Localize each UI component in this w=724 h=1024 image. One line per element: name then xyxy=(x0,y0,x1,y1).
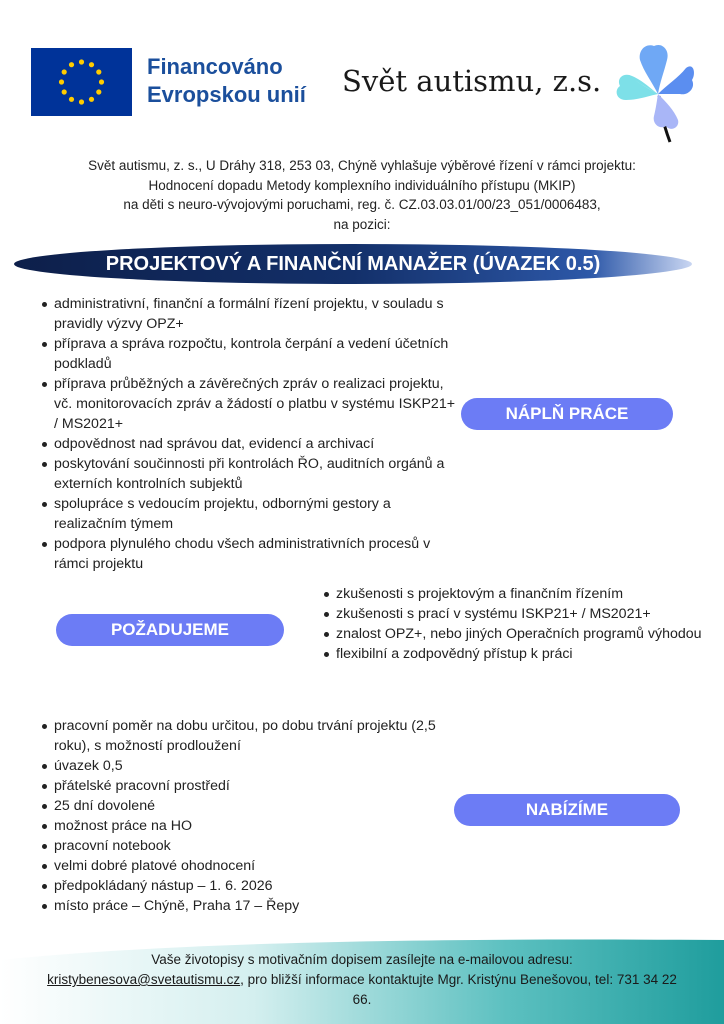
list-item: příprava a správa rozpočtu, kontrola čerpání a vedení účetních podkladů xyxy=(40,334,460,374)
list-item: pracovní poměr na dobu určitou, po dobu trvání projektu (2,5 roku), s možností prodloužení xyxy=(40,716,470,756)
list-item: možnost práce na HO xyxy=(40,816,470,836)
list-item: podpora plynulého chodu všech administrativních procesů v rámci projektu xyxy=(40,534,460,574)
footer-contact-text xyxy=(40,950,684,1010)
list-item: zkušenosti s projektovým a finančním řízením xyxy=(322,584,702,604)
puzzle-clover-logo-icon xyxy=(612,38,696,146)
intro-text xyxy=(40,156,684,234)
pozadujeme-list xyxy=(322,584,702,664)
list-item: flexibilní a zodpovědný přístup k práci xyxy=(322,644,702,664)
list-item: poskytování součinnosti při kontrolách ŘO, auditních orgánů a externích kontrolních subjektů xyxy=(40,454,460,494)
list-item: znalost OPZ+, nebo jiných Operačních programů výhodou xyxy=(322,624,702,644)
email-link[interactable]: kristybenesova@svetautismu.cz xyxy=(47,972,241,987)
napln-prace-label: NÁPLŇ PRÁCE xyxy=(461,398,673,430)
list-item: odpovědnost nad správou dat, evidencí a archivací xyxy=(40,434,460,454)
list-item: velmi dobré platové ohodnocení xyxy=(40,856,470,876)
list-item: místo práce – Chýně, Praha 17 – Řepy xyxy=(40,896,470,916)
intro-line-2: Hodnocení dopadu Metody komplexního individuálního přístupu (MKIP) xyxy=(148,177,576,193)
footer-line-1: Vaše životopisy s motivačním dopisem zasílejte na e-mailovou adresu: xyxy=(151,952,573,967)
nabizime-label: NABÍZÍME xyxy=(454,794,680,826)
napln-prace-list xyxy=(40,294,460,574)
nabizime-list xyxy=(40,716,470,916)
intro-line-4: na pozici: xyxy=(333,216,391,232)
footer-line-2: , pro bližší informace kontaktujte Mgr. Kristýnu Benešovou, tel: 731 34 22 66. xyxy=(240,972,677,1007)
organization-title: Svět autismu, z.s. xyxy=(342,64,602,98)
eu-flag-logo xyxy=(31,48,132,116)
list-item: spolupráce s vedoucím projektu, odbornými gestory a realizačním týmem xyxy=(40,494,460,534)
footer xyxy=(0,938,724,1024)
list-item: administrativní, finanční a formální řízení projektu, v souladu s pravidly výzvy OPZ+ xyxy=(40,294,460,334)
intro-line-3: na děti s neuro-vývojovými poruchami, reg. č. CZ.03.03.01/00/23_051/0006483, xyxy=(123,197,601,212)
list-item: 25 dní dovolené xyxy=(40,796,470,816)
list-item: příprava průběžných a závěrečných zpráv o realizaci projektu, vč. monitorovacích zpráv a žádostí o platbu v systému ISKP21+ / MS2021+ xyxy=(40,374,460,434)
pozadujeme-label: POŽADUJEME xyxy=(56,614,284,646)
position-title: PROJEKTOVÝ A FINANČNÍ MANAŽER (ÚVAZEK 0.5) xyxy=(105,253,601,275)
intro-line-1: Svět autismu, z. s., U Dráhy 318, 253 03, Chýně vyhlašuje výběrové řízení v rámci projektu: xyxy=(88,158,636,173)
list-item: úvazek 0,5 xyxy=(40,756,470,776)
list-item: předpokládaný nástup – 1. 6. 2026 xyxy=(40,876,470,896)
eu-line-1: Financováno xyxy=(147,54,283,79)
eu-funding-text xyxy=(147,53,306,109)
list-item: zkušenosti s prací v systému ISKP21+ / MS2021+ xyxy=(322,604,702,624)
position-banner xyxy=(14,244,692,284)
eu-line-2: Evropskou unií xyxy=(147,82,306,107)
list-item: pracovní notebook xyxy=(40,836,470,856)
list-item: přátelské pracovní prostředí xyxy=(40,776,470,796)
